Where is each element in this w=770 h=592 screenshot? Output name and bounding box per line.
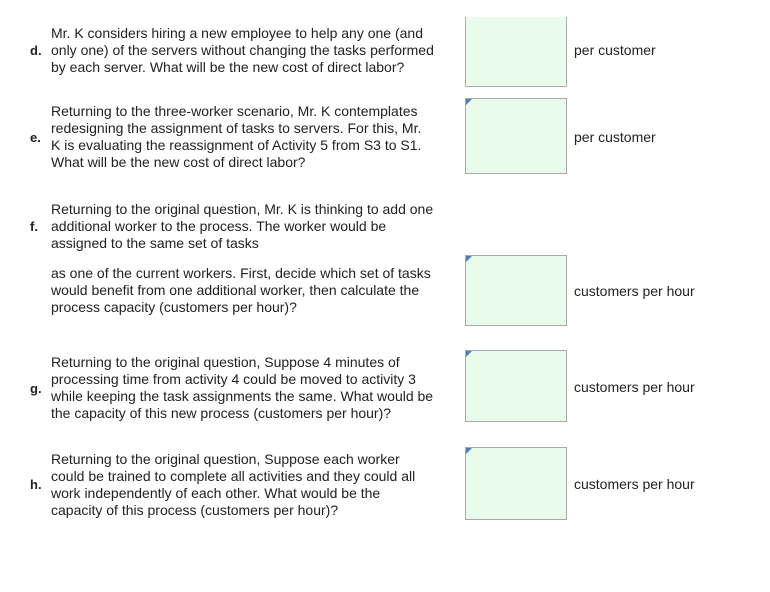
question-letter: g. [30, 381, 42, 396]
question-line: assigned to the same set of tasks [51, 235, 259, 251]
answer-input-h[interactable] [465, 447, 567, 520]
question-text [51, 103, 421, 171]
question-line: while keeping the task assignments the same. What would be [51, 388, 434, 404]
answer-flag-icon [466, 448, 472, 454]
question-line: K is evaluating the reassignment of Activity 5 from S3 to S1. [51, 137, 422, 153]
question-letter: h. [30, 477, 42, 492]
question-line: would benefit from one additional worker, then calculate the [51, 282, 420, 298]
answer-input-e[interactable] [465, 98, 567, 174]
answer-input-d[interactable] [465, 17, 567, 87]
question-letter: e. [30, 130, 41, 145]
question-line: the capacity of this new process (customers per hour)? [51, 405, 392, 421]
question-text-continued [51, 265, 431, 316]
answer-flag-icon [466, 351, 472, 357]
unit-label: customers per hour [574, 476, 695, 492]
answer-flag-icon [466, 99, 472, 105]
question-line: capacity of this process (customers per hour)? [51, 502, 339, 518]
question-line: only one) of the servers without changing the tasks performed [51, 42, 434, 58]
answer-flag-icon [466, 256, 472, 262]
unit-label: per customer [574, 42, 656, 58]
question-line: process capacity (customers per hour)? [51, 299, 297, 315]
question-text [51, 451, 415, 519]
question-line: redesigning the assignment of tasks to servers. For this, Mr. [51, 120, 422, 136]
question-line: Returning to the three-worker scenario, Mr. K contemplates [51, 103, 418, 119]
answer-input-g[interactable] [465, 350, 567, 422]
question-line: Returning to the original question, Suppose each worker [51, 451, 400, 467]
question-line: work independently of each other. What would be the [51, 485, 381, 501]
unit-label: customers per hour [574, 379, 695, 395]
question-text [51, 201, 433, 252]
question-text [51, 25, 434, 76]
question-line: processing time from activity 4 could be moved to activity 3 [51, 371, 416, 387]
unit-label: customers per hour [574, 283, 695, 299]
question-line: Mr. K considers hiring a new employee to help any one (and [51, 25, 423, 41]
question-text [51, 354, 433, 422]
question-line: by each server. What will be the new cost of direct labor? [51, 59, 405, 75]
answer-input-f[interactable] [465, 255, 567, 326]
unit-label: per customer [574, 129, 656, 145]
question-line: as one of the current workers. First, decide which set of tasks [51, 265, 431, 281]
question-line: Returning to the original question, Suppose 4 minutes of [51, 354, 400, 370]
question-line: additional worker to the process. The worker would be [51, 218, 387, 234]
question-letter: d. [30, 43, 42, 58]
question-letter: f. [30, 219, 38, 234]
question-line: Returning to the original question, Mr. K is thinking to add one [51, 201, 434, 217]
question-line: What will be the new cost of direct labor? [51, 154, 306, 170]
question-line: could be trained to complete all activities and they could all [51, 468, 416, 484]
